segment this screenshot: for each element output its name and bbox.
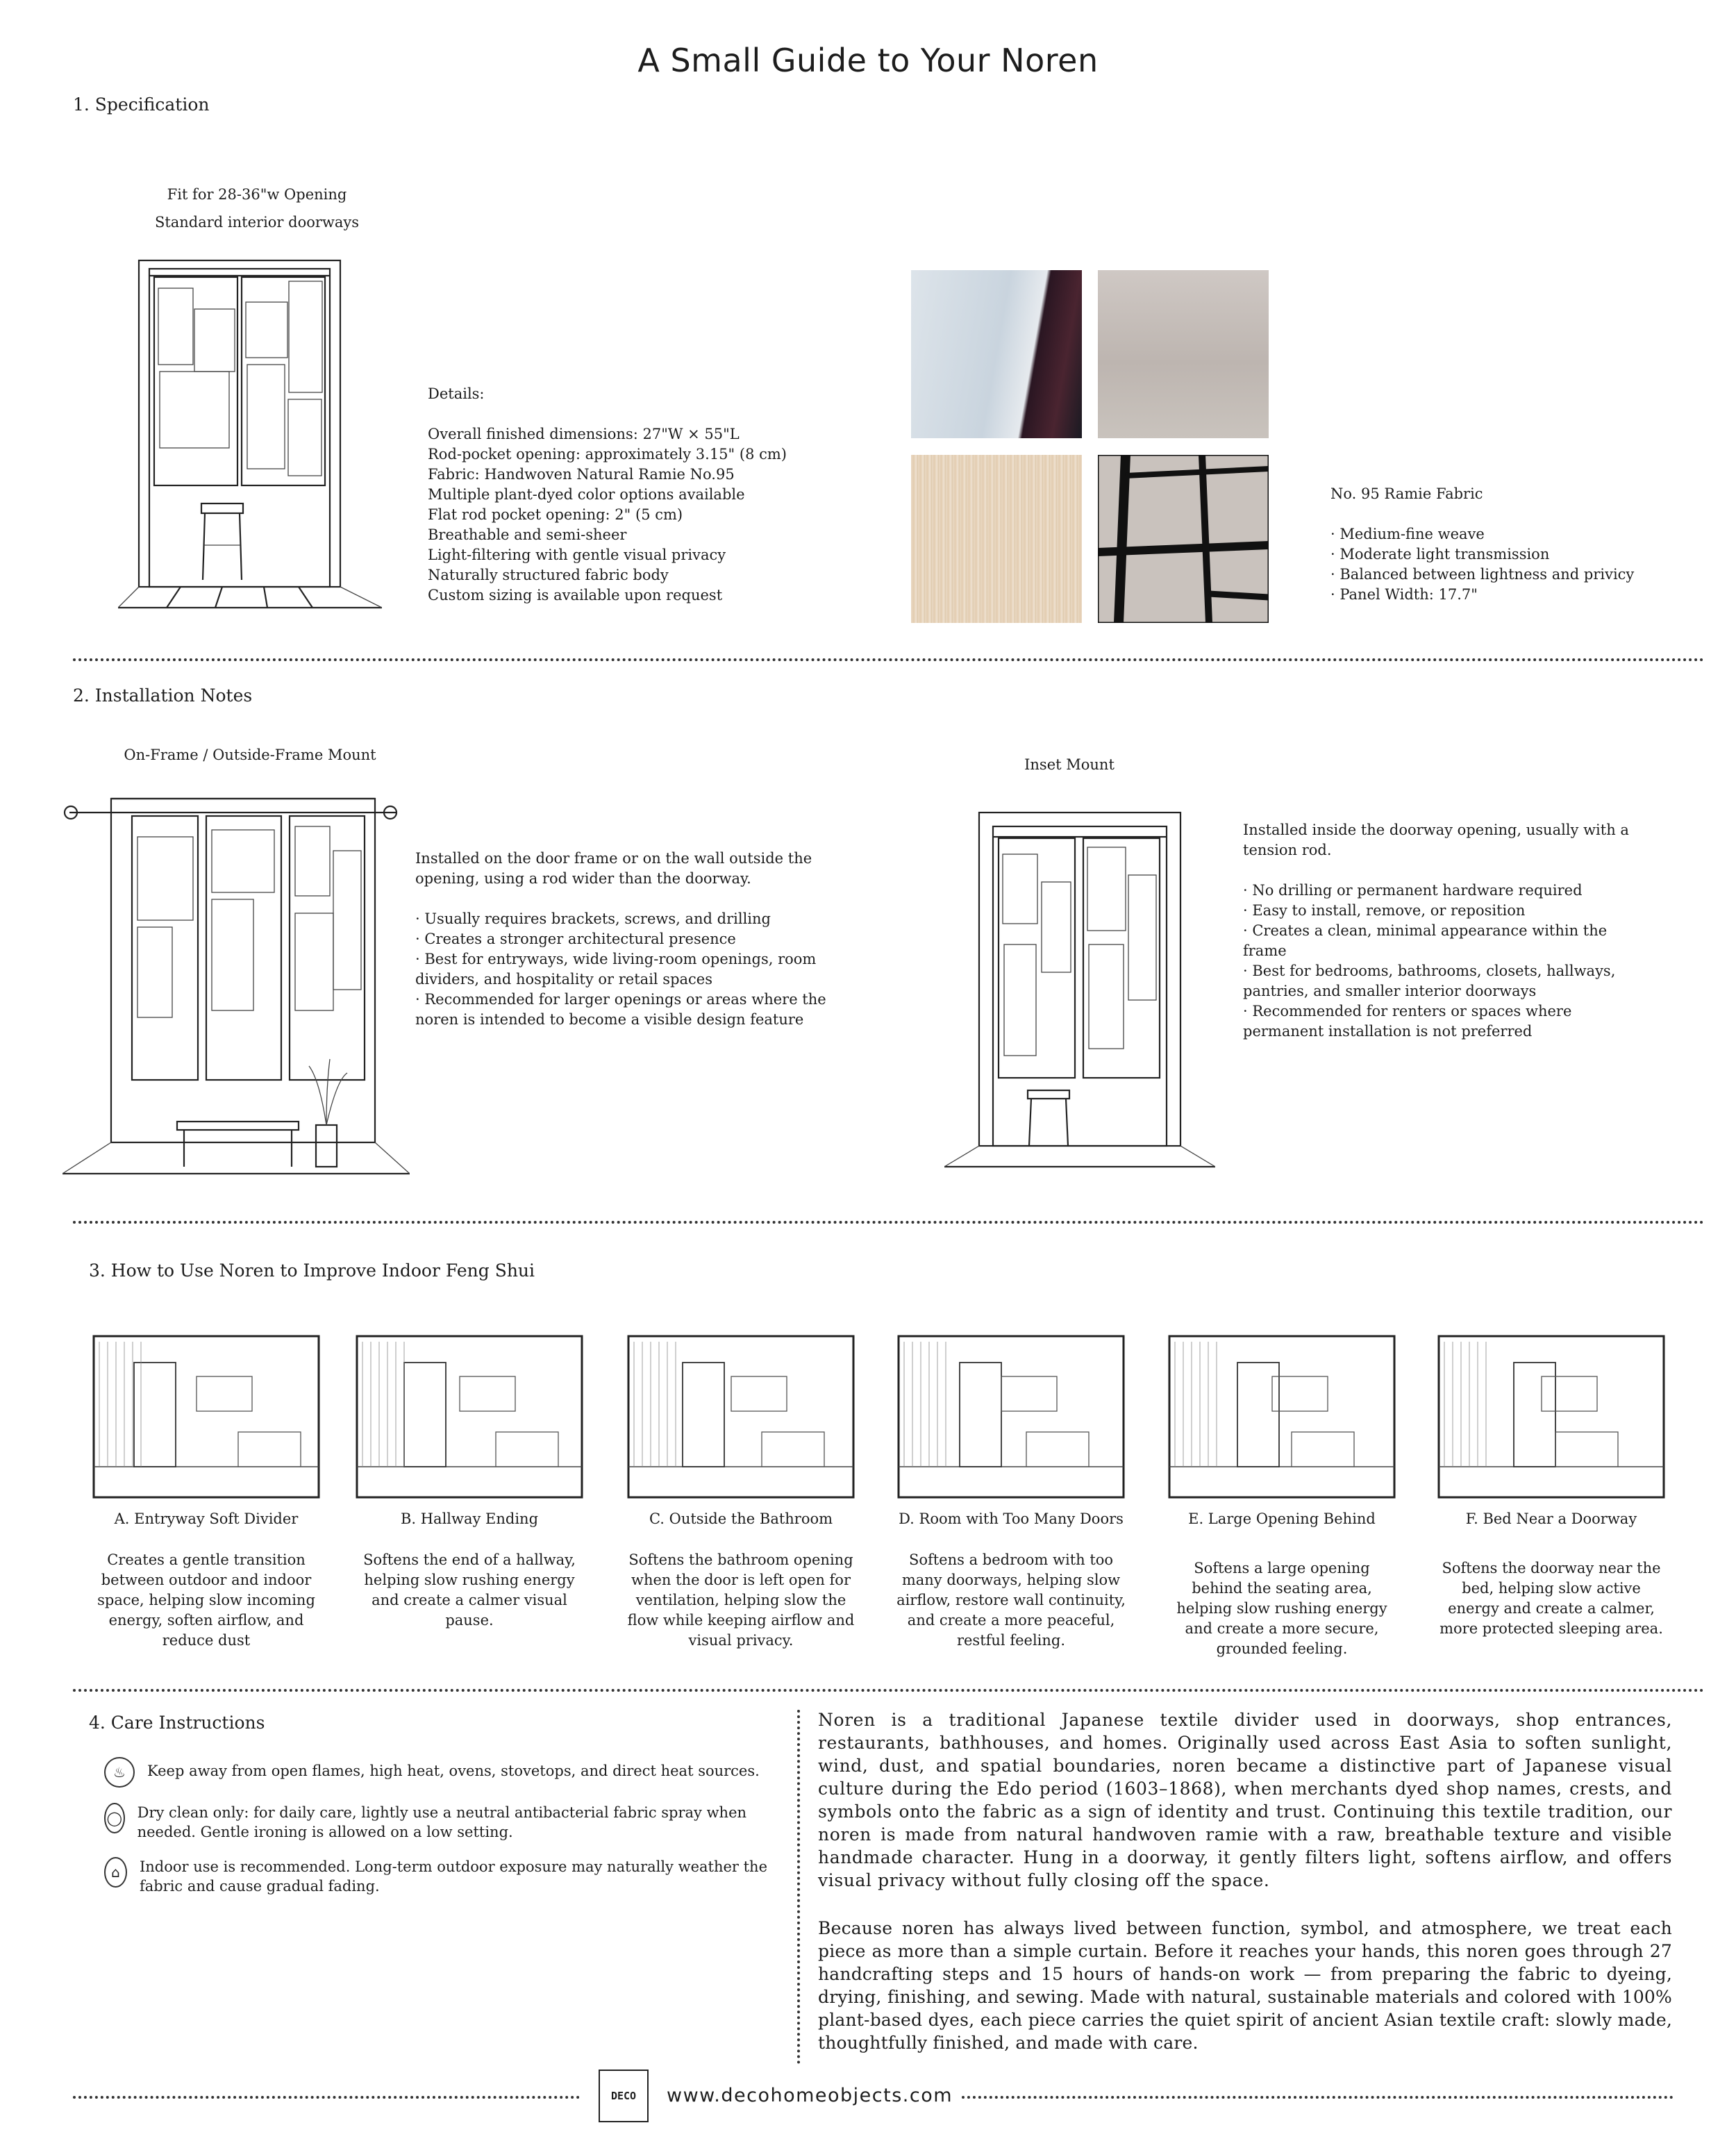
fabric-swatch-grey [1098,270,1269,438]
fengshui-card-title: E. Large Opening Behind [1188,1510,1376,1527]
flame-icon: ♨ [104,1757,135,1788]
fengshui-card-description: Softens the end of a hallway, helping slow rushing energy and create a calmer visual pause. [363,1551,576,1629]
care-item-text: Indoor use is recommended. Long-term outdoor exposure may naturally weather the fabric and cause gradual fading. [139,1858,768,1895]
fengshui-card-description: Creates a gentle transition between outdoor and indoor space, helping slow incoming energy, soften airflow, and reduce dust [97,1551,315,1649]
brand-logo: DECO [599,2070,649,2122]
details-list: Overall finished dimensions: 27"W × 55"L Rod-pocket opening: approximately 3.15" (8 cm) Fabric: Handwoven Natural Ramie No.95 Multiple plant-dyed color options available Flat rod pocket opening: 2" (5 cm) Breathable and semi-sheer Light-filtering with gentle visual privacy Naturally structured fabric body Custom sizing is available upon request [428,426,787,603]
footer-divider-right [962,2096,1674,2099]
fengshui-card-title: C. Outside the Bathroom [649,1510,833,1527]
care-item [104,1857,771,1896]
fengshui-scene-illustration [897,1335,1125,1499]
care-item-text: Dry clean only: for daily care, lightly use a neutral antibacterial fabric spray when needed. Gentle ironing is allowed on a low setting. [137,1804,747,1840]
section-heading-specification: 1. Specification [73,94,210,115]
section-heading-installation: 2. Installation Notes [73,685,253,706]
fengshui-scene-illustration [627,1335,855,1499]
footer-divider-left [73,2096,580,2099]
fengshui-card-title: D. Room with Too Many Doors [899,1510,1124,1527]
section-divider [73,1221,1705,1224]
section-heading-care: 4. Care Instructions [89,1713,265,1733]
section-heading-fengshui: 3. How to Use Noren to Improve Indoor Feng Shui [89,1260,535,1281]
inset-mount-illustration [944,806,1215,1174]
care-item [104,1757,771,1788]
fengshui-scene-illustration [356,1335,583,1499]
fengshui-scene-illustration [1437,1335,1665,1499]
section-divider [73,1689,1705,1692]
care-item [104,1803,771,1842]
indoor-home-icon: ⌂ [104,1857,127,1888]
care-list [104,1757,771,1896]
fengshui-scene-illustration [92,1335,320,1499]
fengshui-card-description: Softens a large opening behind the seating area, helping slow rushing energy and create a more secure, grounded feeling. [1176,1560,1387,1657]
footer-url[interactable]: www.decohomeobjects.com [667,2085,953,2106]
details-label: Details: [428,385,485,402]
fengshui-card-title: B. Hallway Ending [400,1510,539,1527]
fit-opening-label: Fit for 28-36"w Opening [167,186,347,203]
fabric-list: · Medium-fine weave · Moderate light transmission · Balanced between lightness and privicy · Panel Width: 17.7" [1330,526,1635,603]
inset-caption: Inset Mount [1024,756,1115,773]
column-divider [797,1710,800,2064]
doorway-noren-illustration [118,253,382,622]
onframe-caption: On-Frame / Outside-Frame Mount [124,747,376,763]
page-title: A Small Guide to Your Noren [637,42,1099,79]
fengshui-card-description: Softens the doorway near the bed, helping slow active energy and create a calmer, more protected sleeping area. [1439,1560,1663,1637]
section-divider [73,658,1705,661]
about-paragraph-2: Because noren has always lived between function, symbol, and atmosphere, we treat each piece as more than a simple curtain. Before it reaches your hands, this noren goes through 27 handcrafting steps and 15 hours of hands-on work — from preparing the fabric to dyeing, drying, finishing, and sewing. Made with natural, sustainable materials and colored with 100% plant-based dyes, each piece carries the quiet spirit of ancient Asian textile craft: slowly made, thoughtfully finished, and made with care. [818,1918,1672,2053]
fabric-swatch-natural [911,455,1082,623]
onframe-mount-illustration [62,788,410,1177]
dry-clean-icon: ◯ [104,1803,125,1833]
fabric-title: No. 95 Ramie Fabric [1330,485,1483,502]
onframe-description: Installed on the door frame or on the wall outside the opening, using a rod wider than the doorway. · Usually requires brackets, screws, and drilling · Creates a stronger architectural presence · Best for entryways, wide living-room openings, room dividers, and hospitality or retail spaces · Recommended for larger openings or areas where the noren is intended to become a visible design feature [415,850,826,1028]
fengshui-card-description: Softens a bedroom with too many doorways, helping slow airflow, restore wall continuity, and create a more peaceful, restful feeling. [896,1551,1126,1649]
care-item-text: Keep away from open flames, high heat, ovens, stovetops, and direct heat sources. [147,1763,760,1779]
fengshui-card-description: Softens the bathroom opening when the door is left open for ventilation, helping slow the flow while keeping airflow and visual privacy. [627,1551,855,1649]
fabric-swatch-patchwork [1098,455,1269,623]
fengshui-card-title: F. Bed Near a Doorway [1465,1510,1637,1527]
fit-doorway-label: Standard interior doorways [154,214,360,231]
about-paragraph-1: Noren is a traditional Japanese textile divider used in doorways, shop entrances, restaurants, bathhouses, and homes. Originally used across East Asia to soften sunlight, wind, dust, and spatial boundaries, noren became a distinctive part of Japanese visual culture during the Edo period (1603–1868), when merchants dyed shop names, crests, and symbols onto the fabric as a sign of identity and trust. Continuing this textile tradition, our noren is made from natural handwoven ramie with a raw, breathable texture and visible handmade character. Hung in a doorway, it gently filters light, softens airflow, and offers visual privacy without fully closing off the space. [818,1710,1672,1890]
inset-description: Installed inside the doorway opening, usually with a tension rod. · No drilling or permanent hardware required · Easy to install, remove, or reposition · Creates a clean, minimal appearance within the frame · Best for bedrooms, bathrooms, closets, hallways, pantries, and smaller interior doorways · Recommended for renters or spaces where permanent installation is not preferred [1243,822,1629,1040]
fengshui-scene-illustration [1168,1335,1396,1499]
fabric-swatch-blue-indigo [911,270,1082,438]
fengshui-card-title: A. Entryway Soft Divider [114,1510,299,1527]
